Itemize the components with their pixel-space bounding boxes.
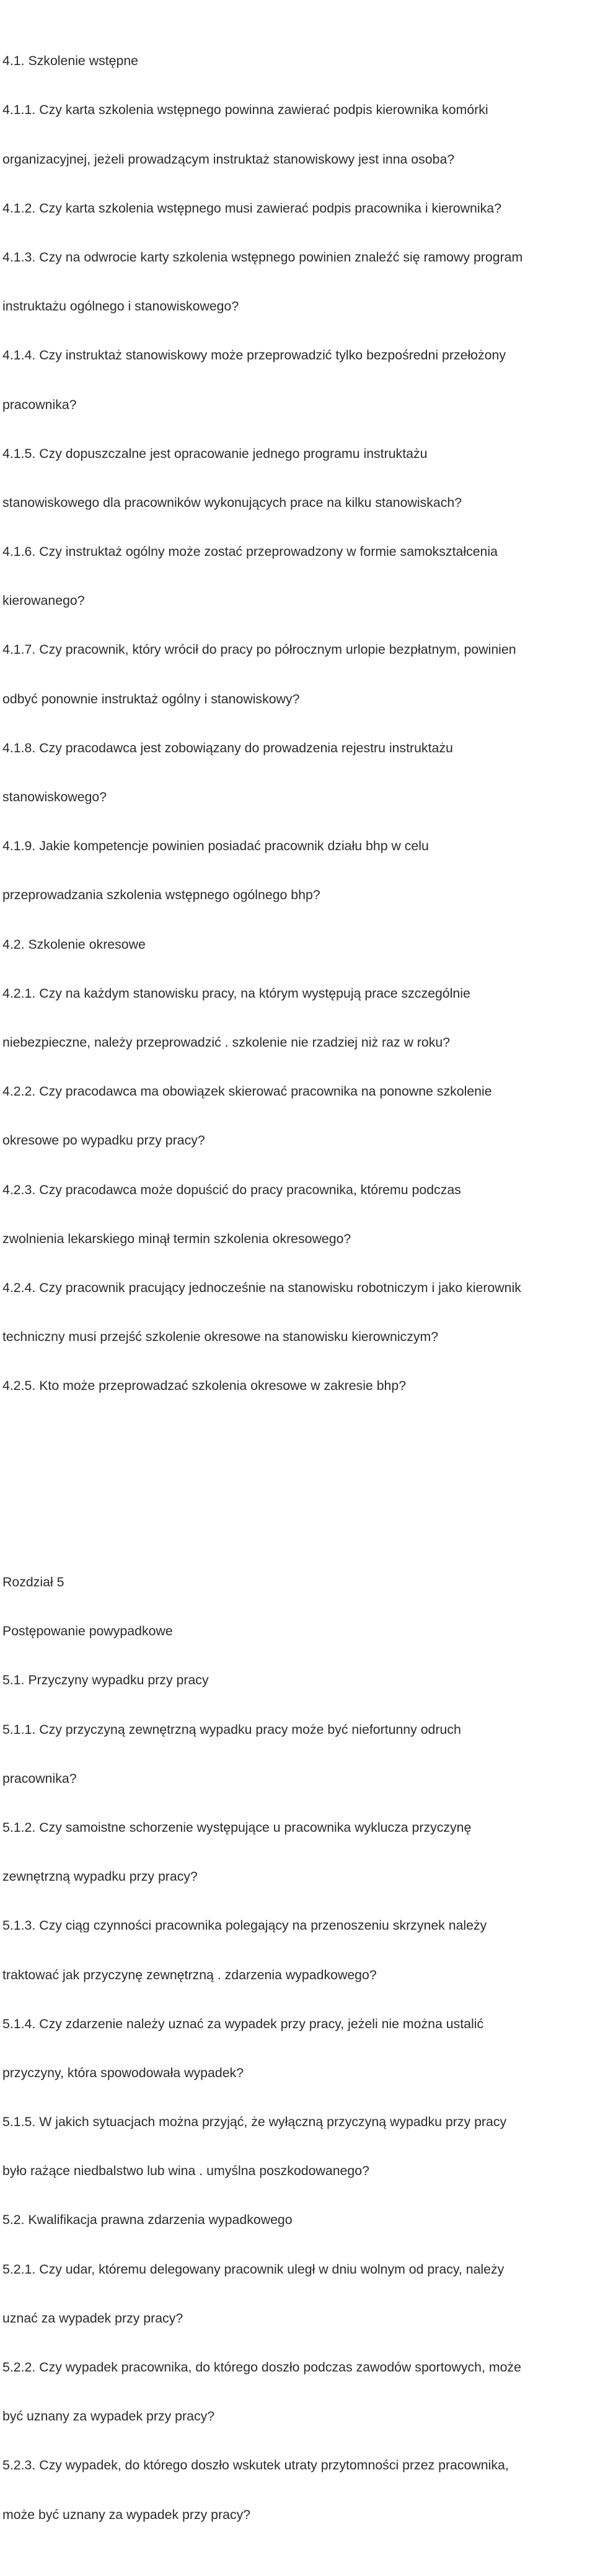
heading-5-2: 5.2. Kwalifikacja prawna zdarzenia wypadkowego: [2, 2212, 293, 2228]
question-4-1-6-line-1: 4.1.6. Czy instruktaż ogólny może zostać przeprowadzony w formie samokształcenia: [2, 544, 498, 560]
question-4-2-5: 4.2.5. Kto może przeprowadzać szkolenia okresowe w zakresie bhp?: [2, 1378, 407, 1394]
heading-4-2: 4.2. Szkolenie okresowe: [2, 936, 146, 952]
question-4-1-5-line-1: 4.1.5. Czy dopuszczalne jest opracowanie jednego programu instruktażu: [2, 446, 428, 461]
question-4-2-1-line-2: niebezpieczne, należy przeprowadzić . szkolenie nie rzadziej niż raz w roku?: [2, 1034, 451, 1050]
question-5-1-4-line-2: przyczyny, która spowodowała wypadek?: [2, 2065, 244, 2080]
question-5-2-3-line-1: 5.2.3. Czy wypadek, do którego doszło wskutek utraty przytomności przez pracownika,: [2, 2458, 509, 2473]
question-4-2-1-line-1: 4.2.1. Czy na każdym stanowisku pracy, na którym występują prace szczególnie: [2, 985, 470, 1001]
question-5-2-1-line-1: 5.2.1. Czy udar, któremu delegowany pracownik uległ w dniu wolnym od pracy, należy: [2, 2261, 505, 2277]
question-4-1-9-line-2: przeprowadzania szkolenia wstępnego ogólnego bhp?: [2, 887, 320, 903]
section-5-accidents: [2, 1545, 593, 2551]
question-5-1-2-line-2: zewnętrzną wypadku przy pracy?: [2, 1869, 198, 1884]
document-body: [2, 0, 593, 2576]
question-5-2-2-line-1: 5.2.2. Czy wypadek pracownika, do którego doszło podczas zawodów sportowych, może: [2, 2360, 521, 2375]
question-5-2-3-line-2: może być uznany za wypadek przy pracy?: [2, 2507, 251, 2522]
chapter-5-subtitle: Postępowanie powypadkowe: [2, 1624, 173, 1639]
section-divider-gap: [2, 1472, 593, 1497]
question-5-2-1-line-2: uznać za wypadek przy pracy?: [2, 2310, 183, 2326]
question-4-1-8-line-1: 4.1.8. Czy pracodawca jest zobowiązany do prowadzenia rejestru instruktażu: [2, 740, 453, 755]
question-5-1-4-line-1: 5.1.4. Czy zdarzenie należy uznać za wypadek przy pracy, jeżeli nie można ustalić: [2, 2016, 484, 2031]
question-4-1-5-line-2: stanowiskowego dla pracowników wykonujących prace na kilku stanowiskach?: [2, 495, 462, 510]
section-4-training: [2, 25, 593, 1423]
question-4-1-1-line-1: 4.1.1. Czy karta szkolenia wstępnego powinna zawierać podpis kierownika komórki: [2, 102, 488, 118]
heading-4-1: 4.1. Szkolenie wstępne: [2, 53, 139, 69]
question-5-1-1-line-1: 5.1.1. Czy przyczyną zewnętrzną wypadku pracy może być niefortunny odruch: [2, 1721, 461, 1737]
question-4-1-3-line-2: instruktażu ogólnego i stanowiskowego?: [2, 299, 239, 314]
question-4-1-4-line-1: 4.1.4. Czy instruktaż stanowiskowy może przeprowadzić tylko bezpośredni przełożony: [2, 348, 506, 363]
question-4-1-8-line-2: stanowiskowego?: [2, 789, 107, 804]
question-5-1-1-line-2: pracownika?: [2, 1770, 77, 1786]
question-5-1-2-line-1: 5.1.2. Czy samoistne schorzenie występujące u pracownika wyklucza przyczynę: [2, 1819, 472, 1835]
question-4-1-7-line-2: odbyć ponownie instruktaż ogólny i stanowiskowy?: [2, 691, 300, 706]
question-5-2-2-line-2: być uznany za wypadek przy pracy?: [2, 2409, 215, 2424]
question-4-1-4-line-2: pracownika?: [2, 397, 77, 412]
question-4-2-4-line-1: 4.2.4. Czy pracownik pracujący jednocześnie na stanowisku robotniczym i jako kierownik: [2, 1280, 521, 1295]
question-4-1-6-line-2: kierowanego?: [2, 593, 85, 609]
question-4-1-9-line-1: 4.1.9. Jakie kompetencje powinien posiadać pracownik działu bhp w celu: [2, 838, 429, 854]
question-4-2-3-line-1: 4.2.3. Czy pracodawca może dopuścić do pracy pracownika, któremu podczas: [2, 1182, 461, 1197]
question-4-1-3-line-1: 4.1.3. Czy na odwrocie karty szkolenia wstępnego powinien znaleźć się ramowy program: [2, 249, 523, 265]
question-5-1-5-line-1: 5.1.5. W jakich sytuacjach można przyjąć, że wyłączną przyczyną wypadku przy pracy: [2, 2114, 507, 2130]
question-4-2-2-line-1: 4.2.2. Czy pracodawca ma obowiązek skierować pracownika na ponowne szkolenie: [2, 1084, 492, 1099]
heading-5-1: 5.1. Przyczyny wypadku przy pracy: [2, 1673, 209, 1688]
question-4-2-3-line-2: zwolnienia lekarskiego minął termin szkolenia okresowego?: [2, 1231, 351, 1246]
chapter-5-title: Rozdział 5: [2, 1575, 64, 1589]
question-4-1-2: 4.1.2. Czy karta szkolenia wstępnego musi zawierać podpis pracownika i kierownika?: [2, 200, 501, 216]
question-4-1-7-line-1: 4.1.7. Czy pracownik, który wrócił do pracy po półrocznym urlopie bezpłatnym, powinien: [2, 642, 516, 657]
question-5-1-3-line-2: traktować jak przyczynę zewnętrzną . zdarzenia wypadkowego?: [2, 1967, 377, 1982]
question-4-2-2-line-2: okresowe po wypadku przy pracy?: [2, 1133, 205, 1148]
question-5-1-3-line-1: 5.1.3. Czy ciąg czynności pracownika polegający na przenoszeniu skrzynek należy: [2, 1918, 487, 1933]
question-4-2-4-line-2: techniczny musi przejść szkolenie okresowe na stanowisku kierowniczym?: [2, 1329, 439, 1345]
question-5-1-5-line-2: było rażące niedbalstwo lub wina . umyślna poszkodowanego?: [2, 2163, 369, 2179]
question-4-1-1-line-2: organizacyjnej, jeżeli prowadzącym instruktaż stanowiskowy jest inna osoba?: [2, 151, 455, 167]
